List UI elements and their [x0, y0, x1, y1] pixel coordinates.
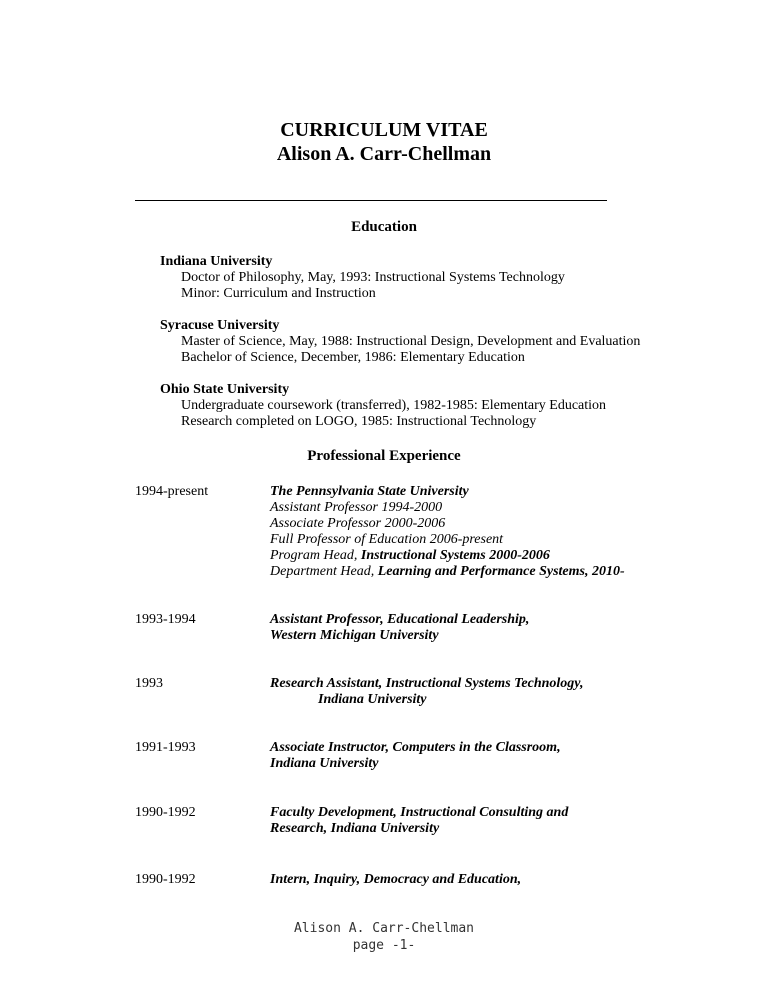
experience-role — [270, 564, 625, 580]
footer-page-number: page -1- — [352, 938, 416, 953]
experience-role: Assistant Professor 1994-2000 — [270, 500, 443, 515]
experience-date: 1990-1992 — [135, 805, 196, 820]
education-heading: Education — [351, 219, 417, 235]
role-unit: Learning and Performance Systems, 2010- — [377, 564, 625, 579]
experience-details — [270, 612, 529, 644]
role-title: Program Head, — [270, 548, 361, 563]
degree-line: Bachelor of Science, December, 1986: Elementary Education — [181, 350, 525, 365]
role-unit: Instructional Systems 2000-2006 — [360, 548, 550, 563]
experience-date: 1994-present — [135, 484, 209, 499]
cv-name: Alison A. Carr-Chellman — [276, 143, 492, 165]
experience-line: Faculty Development, Instructional Consulting and — [270, 805, 569, 820]
experience-line: Research Assistant, Instructional Systems Technology, — [270, 676, 584, 691]
experience-line: Intern, Inquiry, Democracy and Education, — [270, 872, 522, 887]
experience-org: The Pennsylvania State University — [270, 484, 469, 499]
degree-line: Doctor of Philosophy, May, 1993: Instructional Systems Technology — [181, 270, 565, 285]
experience-role: Associate Professor 2000-2006 — [270, 516, 446, 531]
institution-name: Indiana University — [160, 254, 273, 269]
experience-date: 1990-1992 — [135, 872, 196, 887]
institution-name: Ohio State University — [160, 382, 290, 397]
experience-details — [270, 676, 584, 708]
footer-name: Alison A. Carr-Chellman — [293, 921, 474, 936]
degree-line: Minor: Curriculum and Instruction — [181, 286, 376, 301]
experience-line: Associate Instructor, Computers in the Classroom, — [270, 740, 561, 755]
experience-details — [270, 805, 568, 837]
experience-role — [270, 548, 625, 564]
experience-date: 1991-1993 — [135, 740, 196, 755]
experience-date: 1993 — [135, 676, 163, 691]
cv-title: CURRICULUM VITAE — [280, 119, 488, 141]
experience-line: Western Michigan University — [270, 628, 439, 643]
experience-role: Full Professor of Education 2006-present — [270, 532, 504, 547]
degree-line: Research completed on LOGO, 1985: Instructional Technology — [181, 414, 537, 429]
education-entry — [160, 254, 565, 302]
degree-line: Master of Science, May, 1988: Instructional Design, Development and Evaluation — [181, 334, 641, 349]
experience-line: Assistant Professor, Educational Leadership, — [270, 612, 530, 627]
institution-name: Syracuse University — [160, 318, 280, 333]
header-divider — [135, 200, 607, 201]
role-title: Department Head, — [270, 564, 378, 579]
degree-line: Undergraduate coursework (transferred), 1982-1985: Elementary Education — [181, 398, 607, 413]
experience-line: Research, Indiana University — [270, 821, 440, 836]
experience-heading: Professional Experience — [307, 448, 461, 464]
experience-line: Indiana University — [318, 692, 427, 707]
experience-details — [270, 872, 521, 888]
experience-line: Indiana University — [270, 756, 379, 771]
education-entry — [160, 382, 606, 430]
education-entry — [160, 318, 640, 366]
experience-date: 1993-1994 — [135, 612, 196, 627]
experience-details — [270, 484, 625, 580]
experience-details — [270, 740, 561, 772]
